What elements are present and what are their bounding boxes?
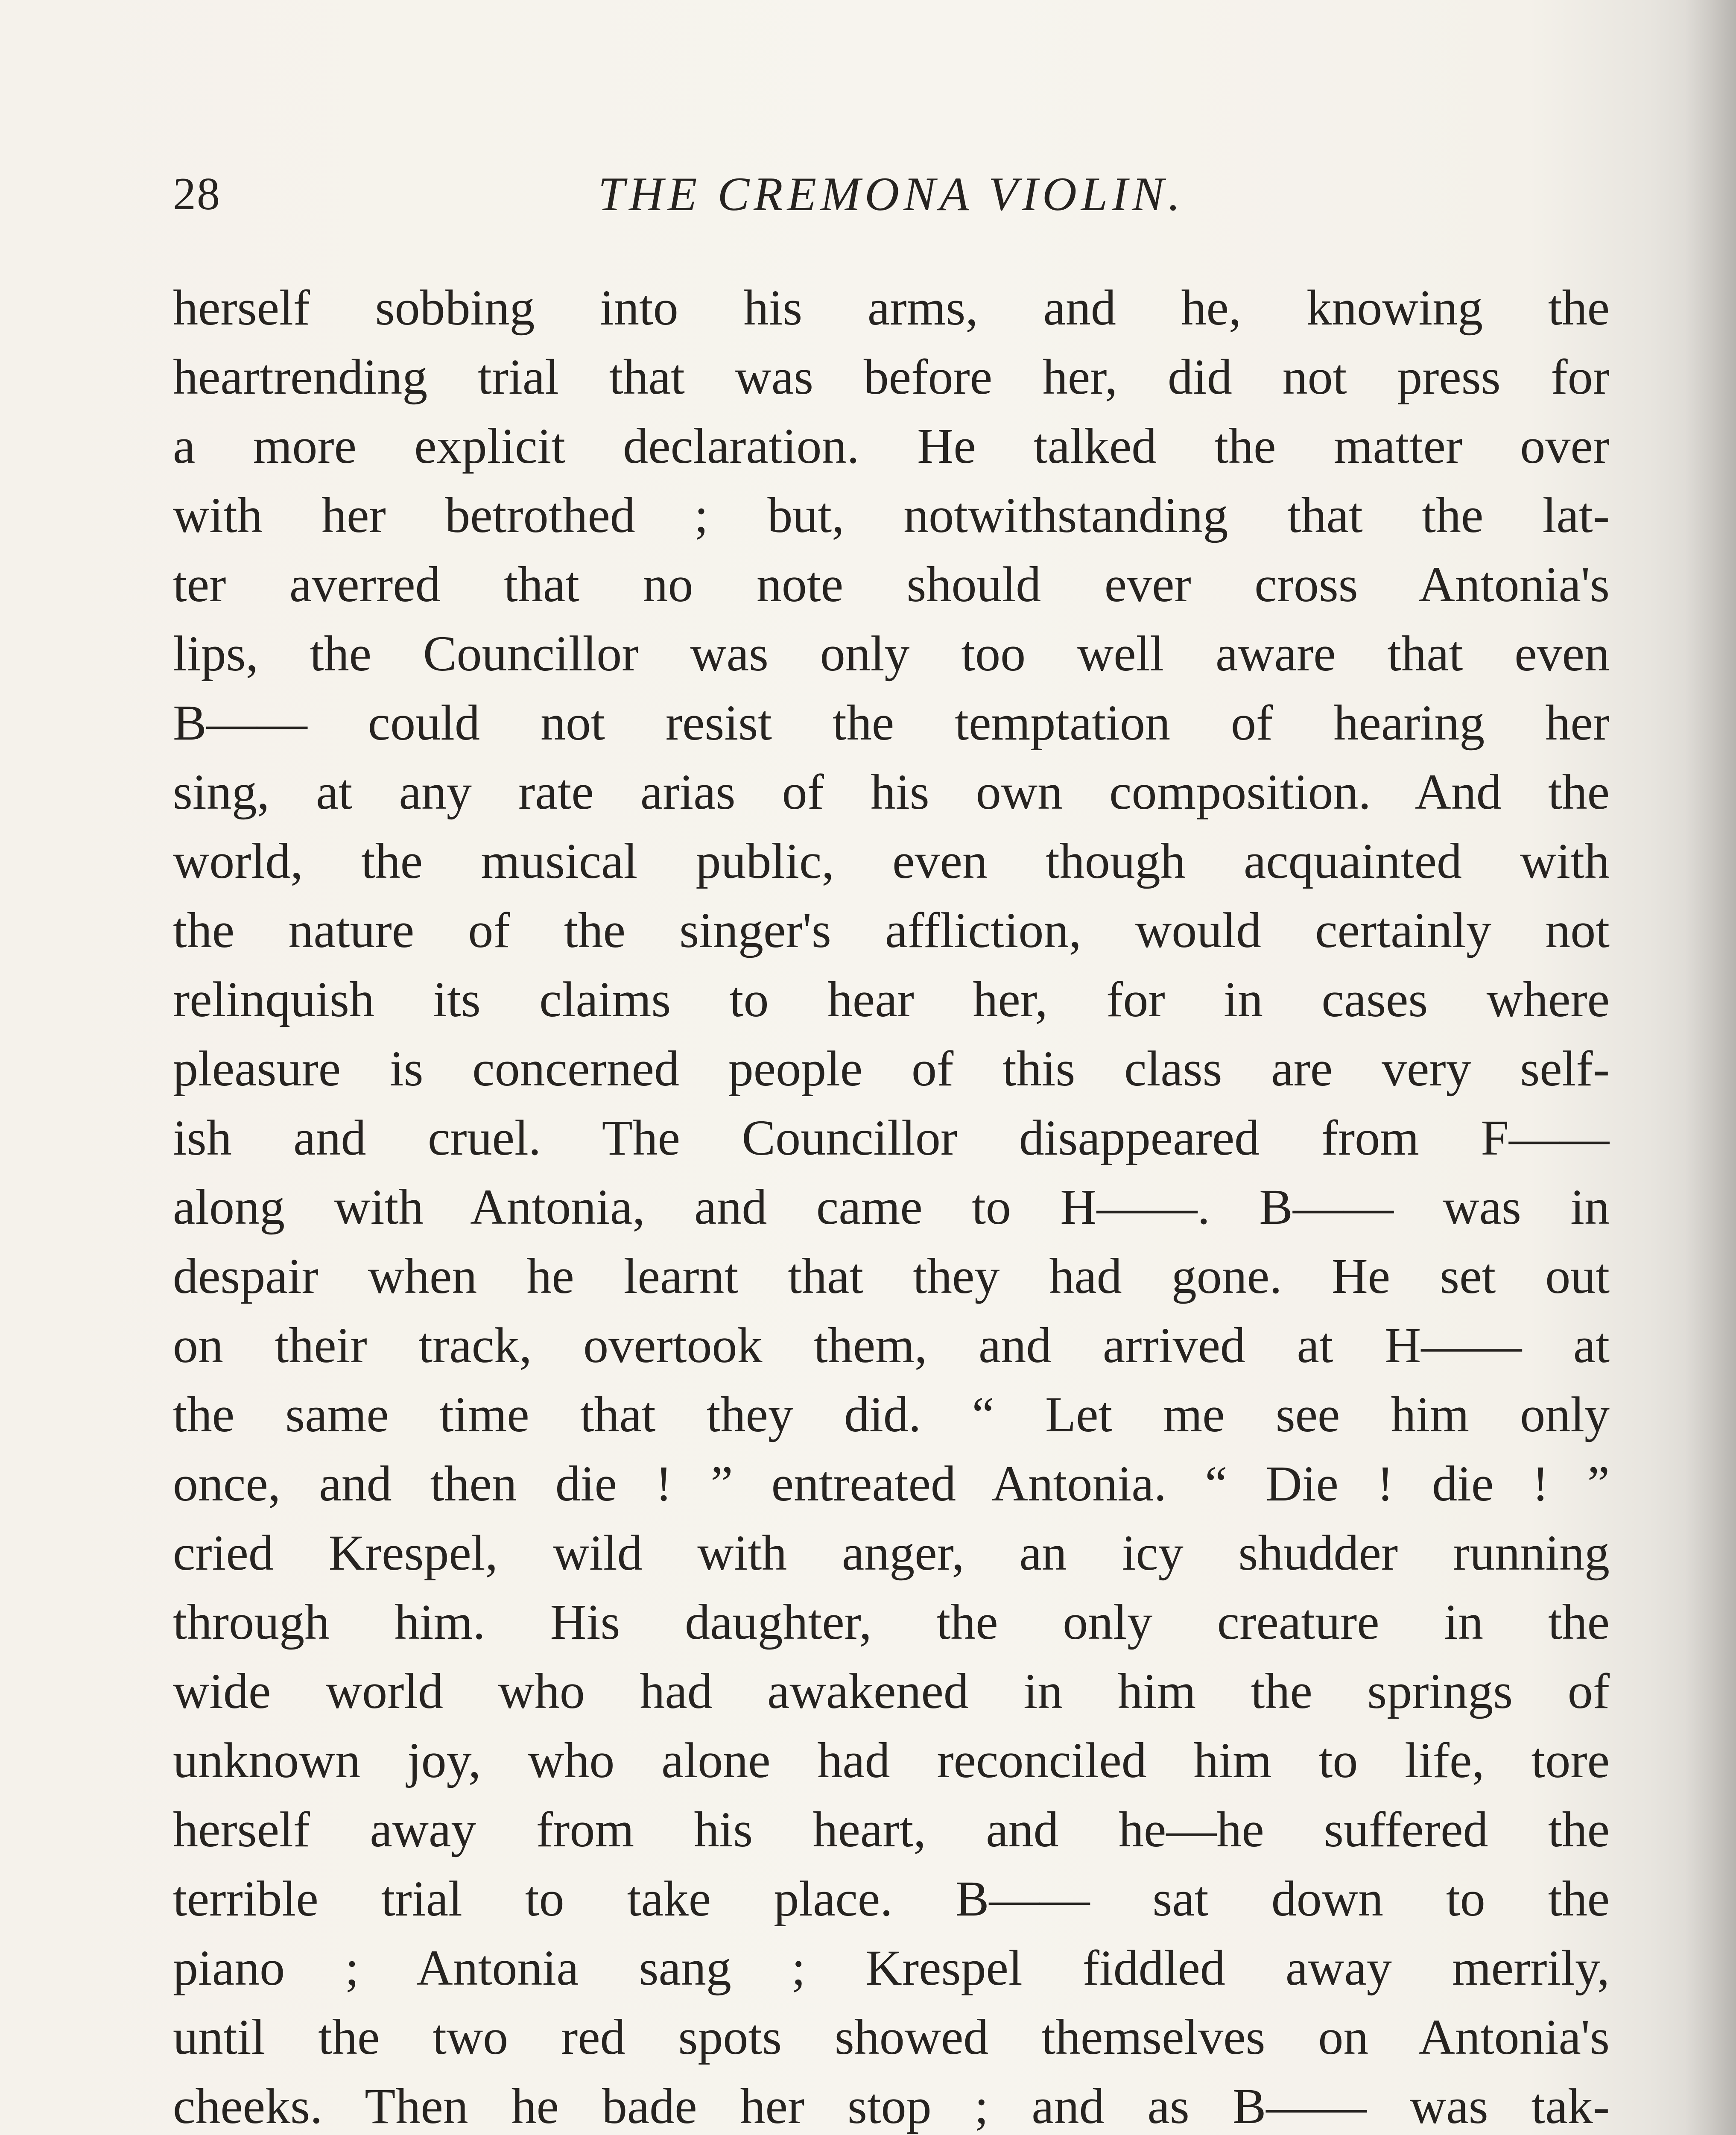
text-line: unknown joy, who alone had reconciled him to life, tore bbox=[173, 1732, 1610, 1788]
text-line: heartrending trial that was before her, did not press for bbox=[173, 349, 1610, 405]
text-line: on their track, overtook them, and arrived at H—— at bbox=[173, 1317, 1610, 1373]
text-line: relinquish its claims to hear her, for in cases where bbox=[173, 971, 1610, 1027]
text-line: piano ; Antonia sang ; Krespel fiddled away merrily, bbox=[173, 1940, 1610, 1996]
text-line: lips, the Councillor was only too well aware that even bbox=[173, 626, 1610, 681]
text-line: cried Krespel, wild with anger, an icy shudder running bbox=[173, 1525, 1610, 1581]
text-line: sing, at any rate arias of his own composition. And the bbox=[173, 764, 1610, 820]
text-line: the same time that they did. “ Let me see him only bbox=[173, 1386, 1610, 1442]
page-number: 28 bbox=[173, 169, 221, 219]
text-line: pleasure is concerned people of this class are very self- bbox=[173, 1041, 1610, 1097]
text-line: terrible trial to take place. B—— sat down to the bbox=[173, 1871, 1610, 1927]
text-line: world, the musical public, even though acquainted with bbox=[173, 833, 1610, 889]
text-line: ish and cruel. The Councillor disappeared from F—— bbox=[173, 1110, 1610, 1166]
text-line: wide world who had awakened in him the springs of bbox=[173, 1663, 1610, 1719]
text-line: herself sobbing into his arms, and he, knowing the bbox=[173, 280, 1610, 336]
running-head bbox=[173, 162, 1610, 226]
text-line: once, and then die ! ” entreated Antonia. “ Die ! die ! ” bbox=[173, 1456, 1610, 1512]
text-line: with her betrothed ; but, notwithstanding that the lat- bbox=[173, 487, 1610, 543]
text-line: herself away from his heart, and he—he suffered the bbox=[173, 1802, 1610, 1857]
text-line: a more explicit declaration. He talked the matter over bbox=[173, 418, 1610, 474]
text-line: B—— could not resist the temptation of hearing her bbox=[173, 695, 1610, 751]
text-line: ter averred that no note should ever cross Antonia's bbox=[173, 556, 1610, 612]
text-line: the nature of the singer's affliction, would certainly not bbox=[173, 902, 1610, 958]
page-edge-shadow bbox=[1685, 0, 1736, 2135]
text-line: along with Antonia, and came to H——. B—— was in bbox=[173, 1179, 1610, 1235]
text-line: despair when he learnt that they had gone. He set out bbox=[173, 1248, 1610, 1304]
text-line: cheeks. Then he bade her stop ; and as B—— was tak- bbox=[173, 2078, 1610, 2134]
body-text bbox=[173, 273, 1610, 2135]
text-line: until the two red spots showed themselves on Antonia's bbox=[173, 2009, 1610, 2065]
text-line: through him. His daughter, the only creature in the bbox=[173, 1594, 1610, 1650]
running-title: THE CREMONA VIOLIN. bbox=[598, 168, 1185, 221]
